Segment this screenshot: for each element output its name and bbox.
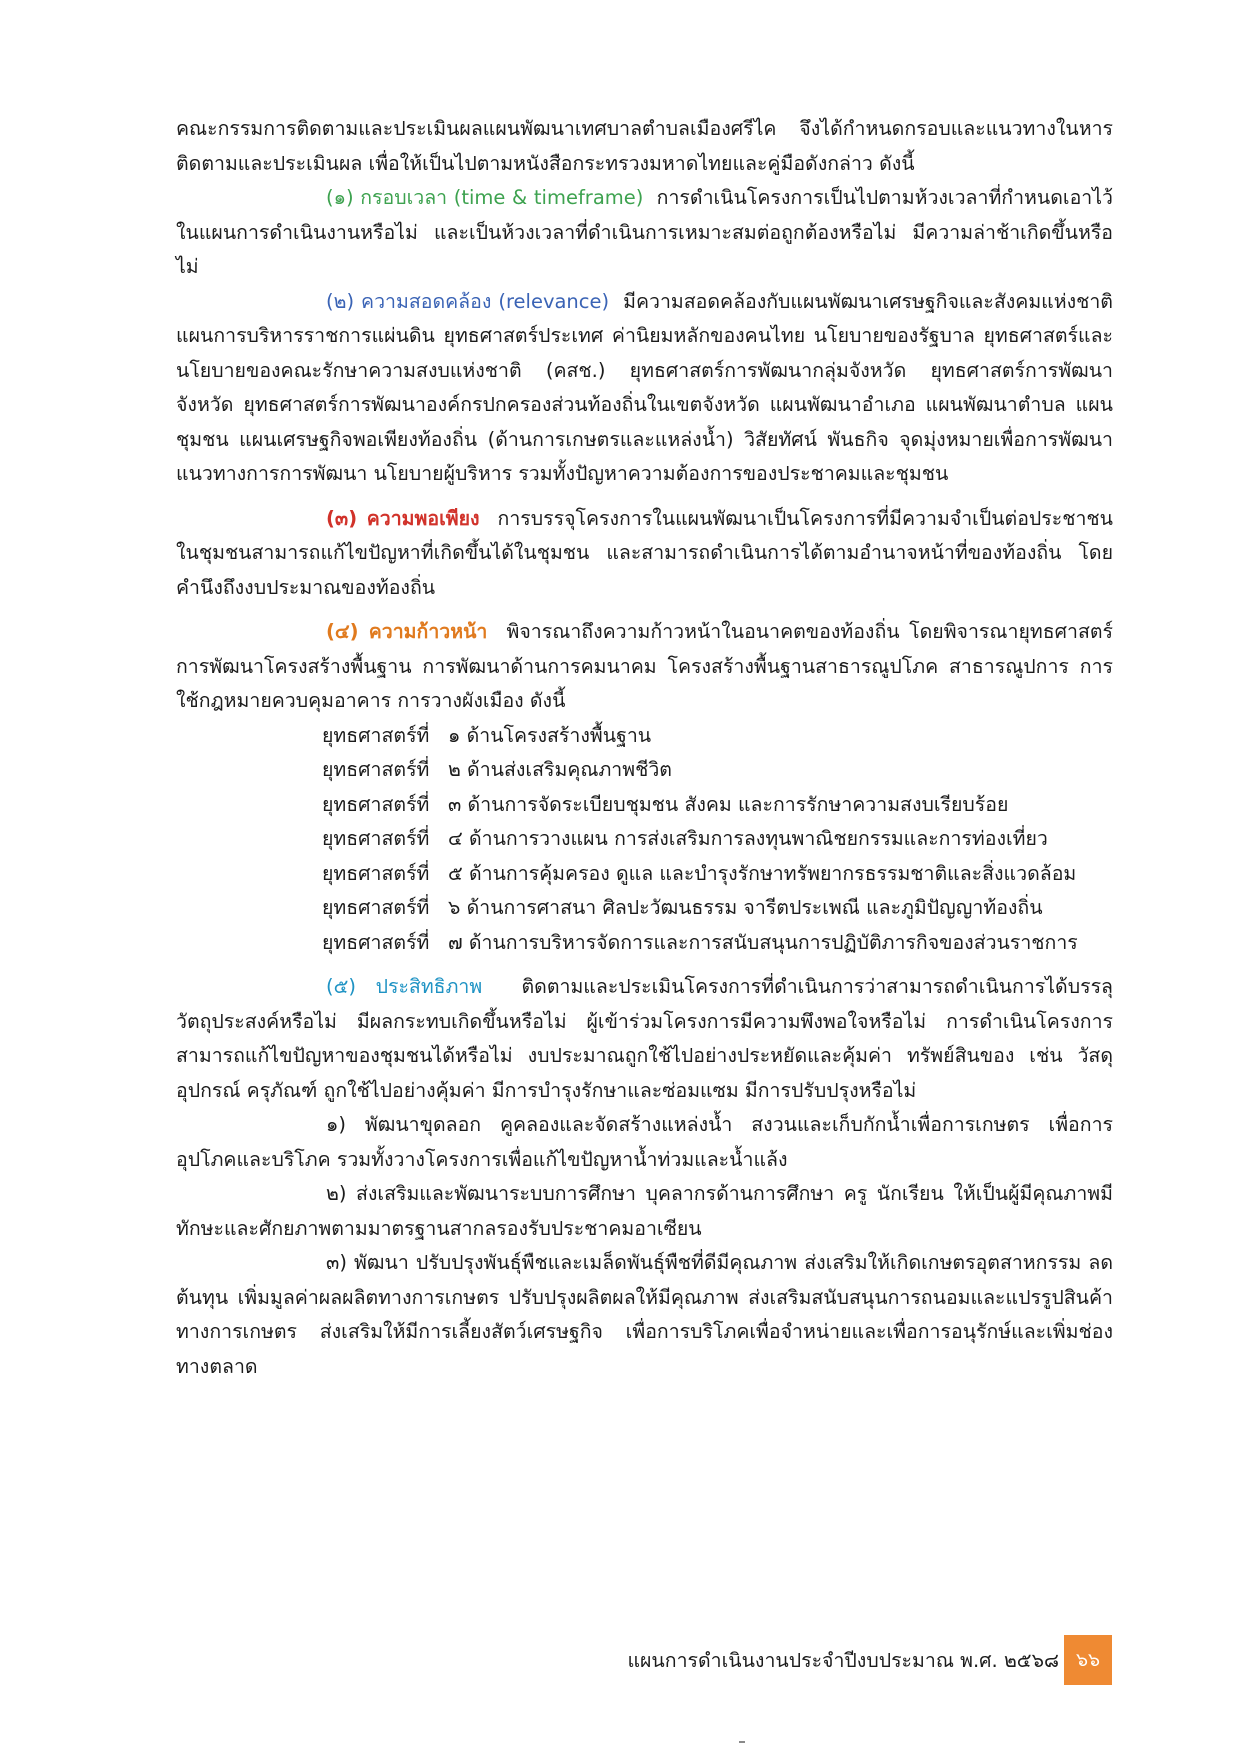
section-body: การดำเนินโครงการเป็นไปตามห้วงเวลาที่กำหนดเอาไว้ในแผนการดำเนินงานหรือไม่ และเป็นห้วงเวลาที่ดำเนินการเหมาะสมต่อถูกต้องหรือไม่ มีความล่าช้าเกิดขึ้นหรือไม่ [176, 186, 1113, 278]
section-heading: (๔) ความก้าวหน้า [326, 620, 488, 643]
strategy-label: ยุทธศาสตร์ที่ [322, 861, 430, 885]
strategy-text: ๔ ด้านการวางแผน การส่งเสริมการลงทุนพาณิชยกรรมและการท่องเที่ยว [448, 827, 1048, 850]
efficiency-item: ๓) พัฒนา ปรับปรุงพันธุ์พืชและเมล็ดพันธุ์พืชที่ดีมีคุณภาพ ส่งเสริมให้เกิดเกษตรอุตสาหกรรม ลดต้นทุน เพิ่มมูลค่าผลผลิตทางการเกษตร ปรับปรุงผลิตผลให้มีคุณภาพ ส่งเสริมสนับสนุนการถนอมและแปรรูปสินค้าทางการเกษตร ส่งเสริมให้มีการเลี้ยงสัตว์เศรษฐกิจ เพื่อการบริโภคเพื่อจำหน่ายและเพื่อการอนุรักษ์และเพิ่มช่องทางตลาด [176, 1251, 1113, 1378]
strategy-text: ๒ ด้านส่งเสริมคุณภาพชีวิต [448, 758, 672, 781]
strategy-label: ยุทธศาสตร์ที่ [322, 896, 430, 919]
section-body: มีความสอดคล้องกับแผนพัฒนาเศรษฐกิจและสังคมแห่งชาติ แผนการบริหารราชการแผ่นดิน ยุทธศาสตร์ประเทศ ค่านิยมหลักของคนไทย นโยบายของรัฐบาล ยุทธศาสตร์และนโยบายของคณะรักษาความสงบแห่งชาติ (คสช.) ยุทธศาสตร์การพัฒนากลุ่มจังหวัด ยุทธศาสตร์การพัฒนาจังหวัด ยุทธศาสตร์การพัฒนาองค์กรปกครองส่วนท้องถิ่นในเขตจังหวัด แผนพัฒนาอำเภอ แผนพัฒนาตำบล แผนชุมชน แผนเศรษฐกิจพอเพียงท้องถิ่น (ด้านการเกษตรและแหล่งน้ำ) วิสัยทัศน์ พันธกิจ จุดมุ่งหมายเพื่อการพัฒนา แนวทางการการพัฒนา นโยบายผู้บริหาร รวมทั้งปัญหาความต้องการของประชาคมและชุมชน [176, 289, 1113, 485]
footer-title: แผนการดำเนินงานประจำปีงบประมาณ พ.ศ. ๒๕๖๘ [627, 1649, 1059, 1672]
section-heading: (๕) ประสิทธิภาพ [326, 975, 483, 998]
strategy-label: ยุทธศาสตร์ที่ [322, 930, 430, 954]
strategy-list [176, 719, 1113, 961]
section-heading: (๒) ความสอดคล้อง (relevance) [326, 289, 610, 313]
strategy-item [176, 891, 1113, 926]
efficiency-item: ๒) ส่งเสริมและพัฒนาระบบการศึกษา บุคลากรด้านการศึกษา ครู นักเรียน ให้เป็นผู้มีคุณภาพมีทักษะและศักยภาพตามมาตรฐานสากลรองรับประชาคมอาเซียน [176, 1182, 1113, 1240]
strategy-item [176, 788, 1113, 823]
section-heading: (๑) กรอบเวลา (time & timeframe) [326, 186, 644, 209]
section-progress [176, 615, 1113, 719]
strategy-text: ๑ ด้านโครงสร้างพื้นฐาน [448, 723, 652, 747]
strategy-item [176, 753, 1113, 788]
strategy-label: ยุทธศาสตร์ที่ [322, 758, 430, 781]
strategy-text: ๓ ด้านการจัดระเบียบชุมชน สังคม และการรักษาความสงบเรียบร้อย [448, 792, 1009, 816]
section-body: ติดตามและประเมินโครงการที่ดำเนินการว่าสามารถดำเนินการได้บรรลุวัตถุประสงค์หรือไม่ มีผลกระทบเกิดขึ้นหรือไม่ ผู้เข้าร่วมโครงการมีความพึงพอใจหรือไม่ การดำเนินโครงการสามารถแก้ไขปัญหาของชุมชนได้หรือไม่ งบประมาณถูกใช้ไปอย่างประหยัดและคุ้มค่า ทรัพย์สินของ เช่น วัสดุ อุปกรณ์ ครุภัณฑ์ ถูกใช้ไปอย่างคุ้มค่า มีการบำรุงรักษาและซ่อมแซม มีการปรับปรุงหรือไม่ [176, 975, 1113, 1102]
page-footer [0, 1635, 1241, 1685]
scan-speck [739, 1741, 745, 1743]
body-text [176, 112, 1113, 1384]
section-body: พิจารณาถึงความก้าวหน้าในอนาคตของท้องถิ่น โดยพิจารณายุทธศาสตร์การพัฒนาโครงสร้างพื้นฐาน การพัฒนาด้านการคมนาคม โครงสร้างพื้นฐานสาธารณูปโภค สาธารณูปการ การใช้กฎหมายควบคุมอาคาร การวางผังเมือง ดังนี้ [176, 620, 1113, 712]
section-body: การบรรจุโครงการในแผนพัฒนาเป็นโครงการที่มีความจำเป็นต่อประชาชนในชุมชนสามารถแก้ไขปัญหาที่เกิดขึ้นได้ในชุมชน และสามารถดำเนินการได้ตามอำนาจหน้าที่ของท้องถิ่น โดยคำนึงถึงงบประมาณของท้องถิ่น [176, 506, 1113, 599]
strategy-item [176, 857, 1113, 892]
strategy-text: ๗ ด้านการบริหารจัดการและการสนับสนุนการปฏิบัติภารกิจของส่วนราชการ [448, 930, 1078, 954]
strategy-label: ยุทธศาสตร์ที่ [322, 792, 430, 816]
strategy-item [176, 719, 1113, 754]
page-number-badge: ๖๖ [1064, 1635, 1112, 1685]
section-timeframe [176, 181, 1113, 285]
strategy-text: ๕ ด้านการคุ้มครอง ดูแล และบำรุงรักษาทรัพยากรธรรมชาติและสิ่งแวดล้อม [448, 861, 1077, 885]
efficiency-item: ๑) พัฒนาขุดลอก คูคลองและจัดสร้างแหล่งน้ำ สงวนและเก็บกักน้ำเพื่อการเกษตร เพื่อการอุปโภคและบริโภค รวมทั้งวางโครงการเพื่อแก้ไขปัญหาน้ำท่วมและน้ำแล้ง [176, 1113, 1113, 1171]
section-relevance [176, 285, 1113, 492]
strategy-item [176, 926, 1113, 961]
strategy-item [176, 822, 1113, 857]
strategy-text: ๖ ด้านการศาสนา ศิลปะวัฒนธรรม จารีตประเพณี และภูมิปัญญาท้องถิ่น [448, 896, 1043, 919]
strategy-label: ยุทธศาสตร์ที่ [322, 827, 430, 850]
strategy-label: ยุทธศาสตร์ที่ [322, 723, 430, 747]
intro-paragraph: คณะกรรมการติดตามและประเมินผลแผนพัฒนาเทศบาลตำบลเมืองศรีไค จึงได้กำหนดกรอบและแนวทางในหารติดตามและประเมินผล เพื่อให้เป็นไปตามหนังสือกระทรวงมหาดไทยและคู่มือดังกล่าว ดังนี้ [176, 117, 1113, 175]
section-efficiency [176, 970, 1113, 1108]
section-heading: (๓) ความพอเพียง [326, 506, 480, 530]
section-sufficiency [176, 502, 1113, 606]
